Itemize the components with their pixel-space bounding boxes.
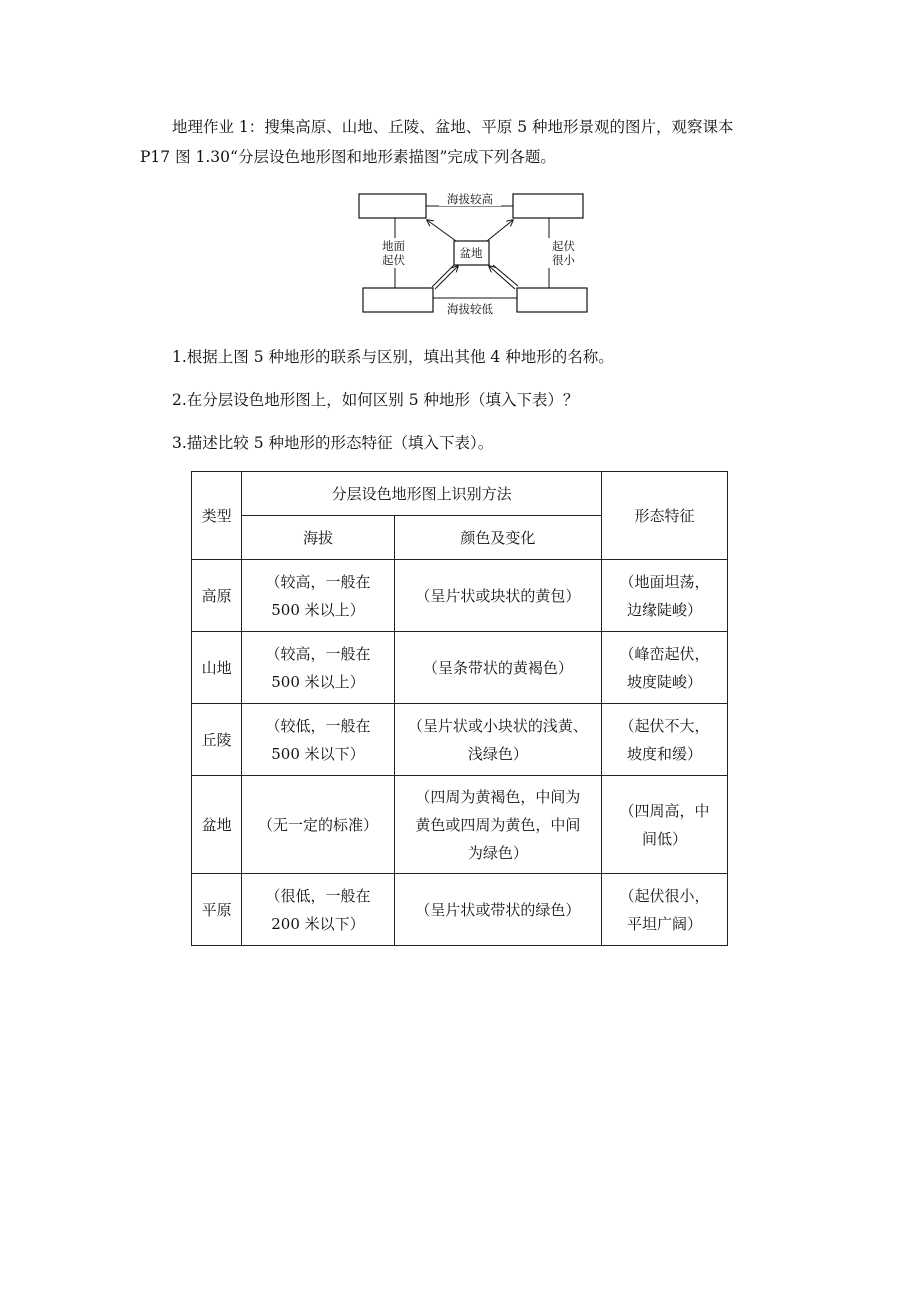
blank-box-top-left (359, 194, 426, 218)
arrow-from-bottom-left (435, 266, 458, 289)
header-color: 颜色及变化 (394, 516, 601, 560)
label-altitude-high: 海拔较高 (447, 192, 493, 206)
cell-type: 平原 (192, 874, 242, 946)
landform-relation-diagram (355, 185, 595, 320)
cell-altitude: （很低，一般在 200 米以下） (242, 874, 395, 946)
cell-form: （峰峦起伏， 坡度陡峻） (602, 632, 728, 704)
cell-color: （呈片状或块状的黄包） (394, 560, 601, 632)
blank-box-bottom-left (363, 288, 433, 312)
question-1: 1.根据上图 5 种地形的联系与区别，填出其他 4 种地形的名称。 (172, 348, 614, 366)
cell-altitude: （无一定的标准） (242, 776, 395, 874)
cell-altitude: （较低，一般在 500 米以下） (242, 704, 395, 776)
cell-form: （四周高，中 间低） (602, 776, 728, 874)
cell-color: （呈条带状的黄褐色） (394, 632, 601, 704)
blank-box-top-right (513, 194, 583, 218)
header-method: 分层设色地形图上识别方法 (242, 472, 602, 516)
cell-form: （起伏不大， 坡度和缓） (602, 704, 728, 776)
label-left-2: 起伏 (382, 253, 405, 267)
table-row (192, 776, 728, 874)
landform-table (191, 471, 728, 946)
question-3: 3.描述比较 5 种地形的形态特征（填入下表）。 (172, 434, 494, 452)
cell-color: （呈片状或带状的绿色） (394, 874, 601, 946)
label-right-1: 起伏 (552, 239, 575, 253)
header-form: 形态特征 (602, 472, 728, 560)
table-row (192, 704, 728, 776)
arrow-from-bottom-left-2 (432, 265, 454, 287)
label-altitude-low: 海拔较低 (447, 302, 493, 316)
cell-type: 盆地 (192, 776, 242, 874)
header-altitude: 海拔 (242, 516, 395, 560)
arrow-from-bottom-right (489, 266, 515, 289)
table-row (192, 632, 728, 704)
table-row (192, 560, 728, 632)
table-row (192, 874, 728, 946)
cell-type: 山地 (192, 632, 242, 704)
question-2: 2.在分层设色地形图上，如何区别 5 种地形（填入下表）？ (172, 391, 579, 409)
cell-altitude: （较高，一般在 500 米以上） (242, 560, 395, 632)
arrow-to-top-left (427, 220, 456, 241)
arrow-to-top-right (487, 220, 513, 241)
table-header-row (192, 472, 728, 516)
cell-type: 丘陵 (192, 704, 242, 776)
arrow-from-bottom-right-2 (493, 265, 518, 286)
label-left-1: 地面 (382, 239, 405, 253)
label-right-2: 很小 (552, 253, 575, 267)
cell-color: （呈片状或小块状的浅黄、 浅绿色） (394, 704, 601, 776)
cell-type: 高原 (192, 560, 242, 632)
cell-color: （四周为黄褐色，中间为 黄色或四周为黄色，中间 为绿色） (394, 776, 601, 874)
intro-line-2: P17 图 1.30“分层设色地形图和地形素描图”完成下列各题。 (140, 148, 556, 166)
intro-line-1: 地理作业 1：搜集高原、山地、丘陵、盆地、平原 5 种地形景观的图片，观察课本 (172, 118, 734, 136)
blank-box-bottom-right (517, 288, 587, 312)
cell-form: （起伏很小， 平坦广阔） (602, 874, 728, 946)
cell-altitude: （较高，一般在 500 米以上） (242, 632, 395, 704)
label-basin: 盆地 (459, 246, 483, 260)
cell-form: （地面坦荡， 边缘陡峻） (602, 560, 728, 632)
header-type: 类型 (192, 472, 242, 560)
